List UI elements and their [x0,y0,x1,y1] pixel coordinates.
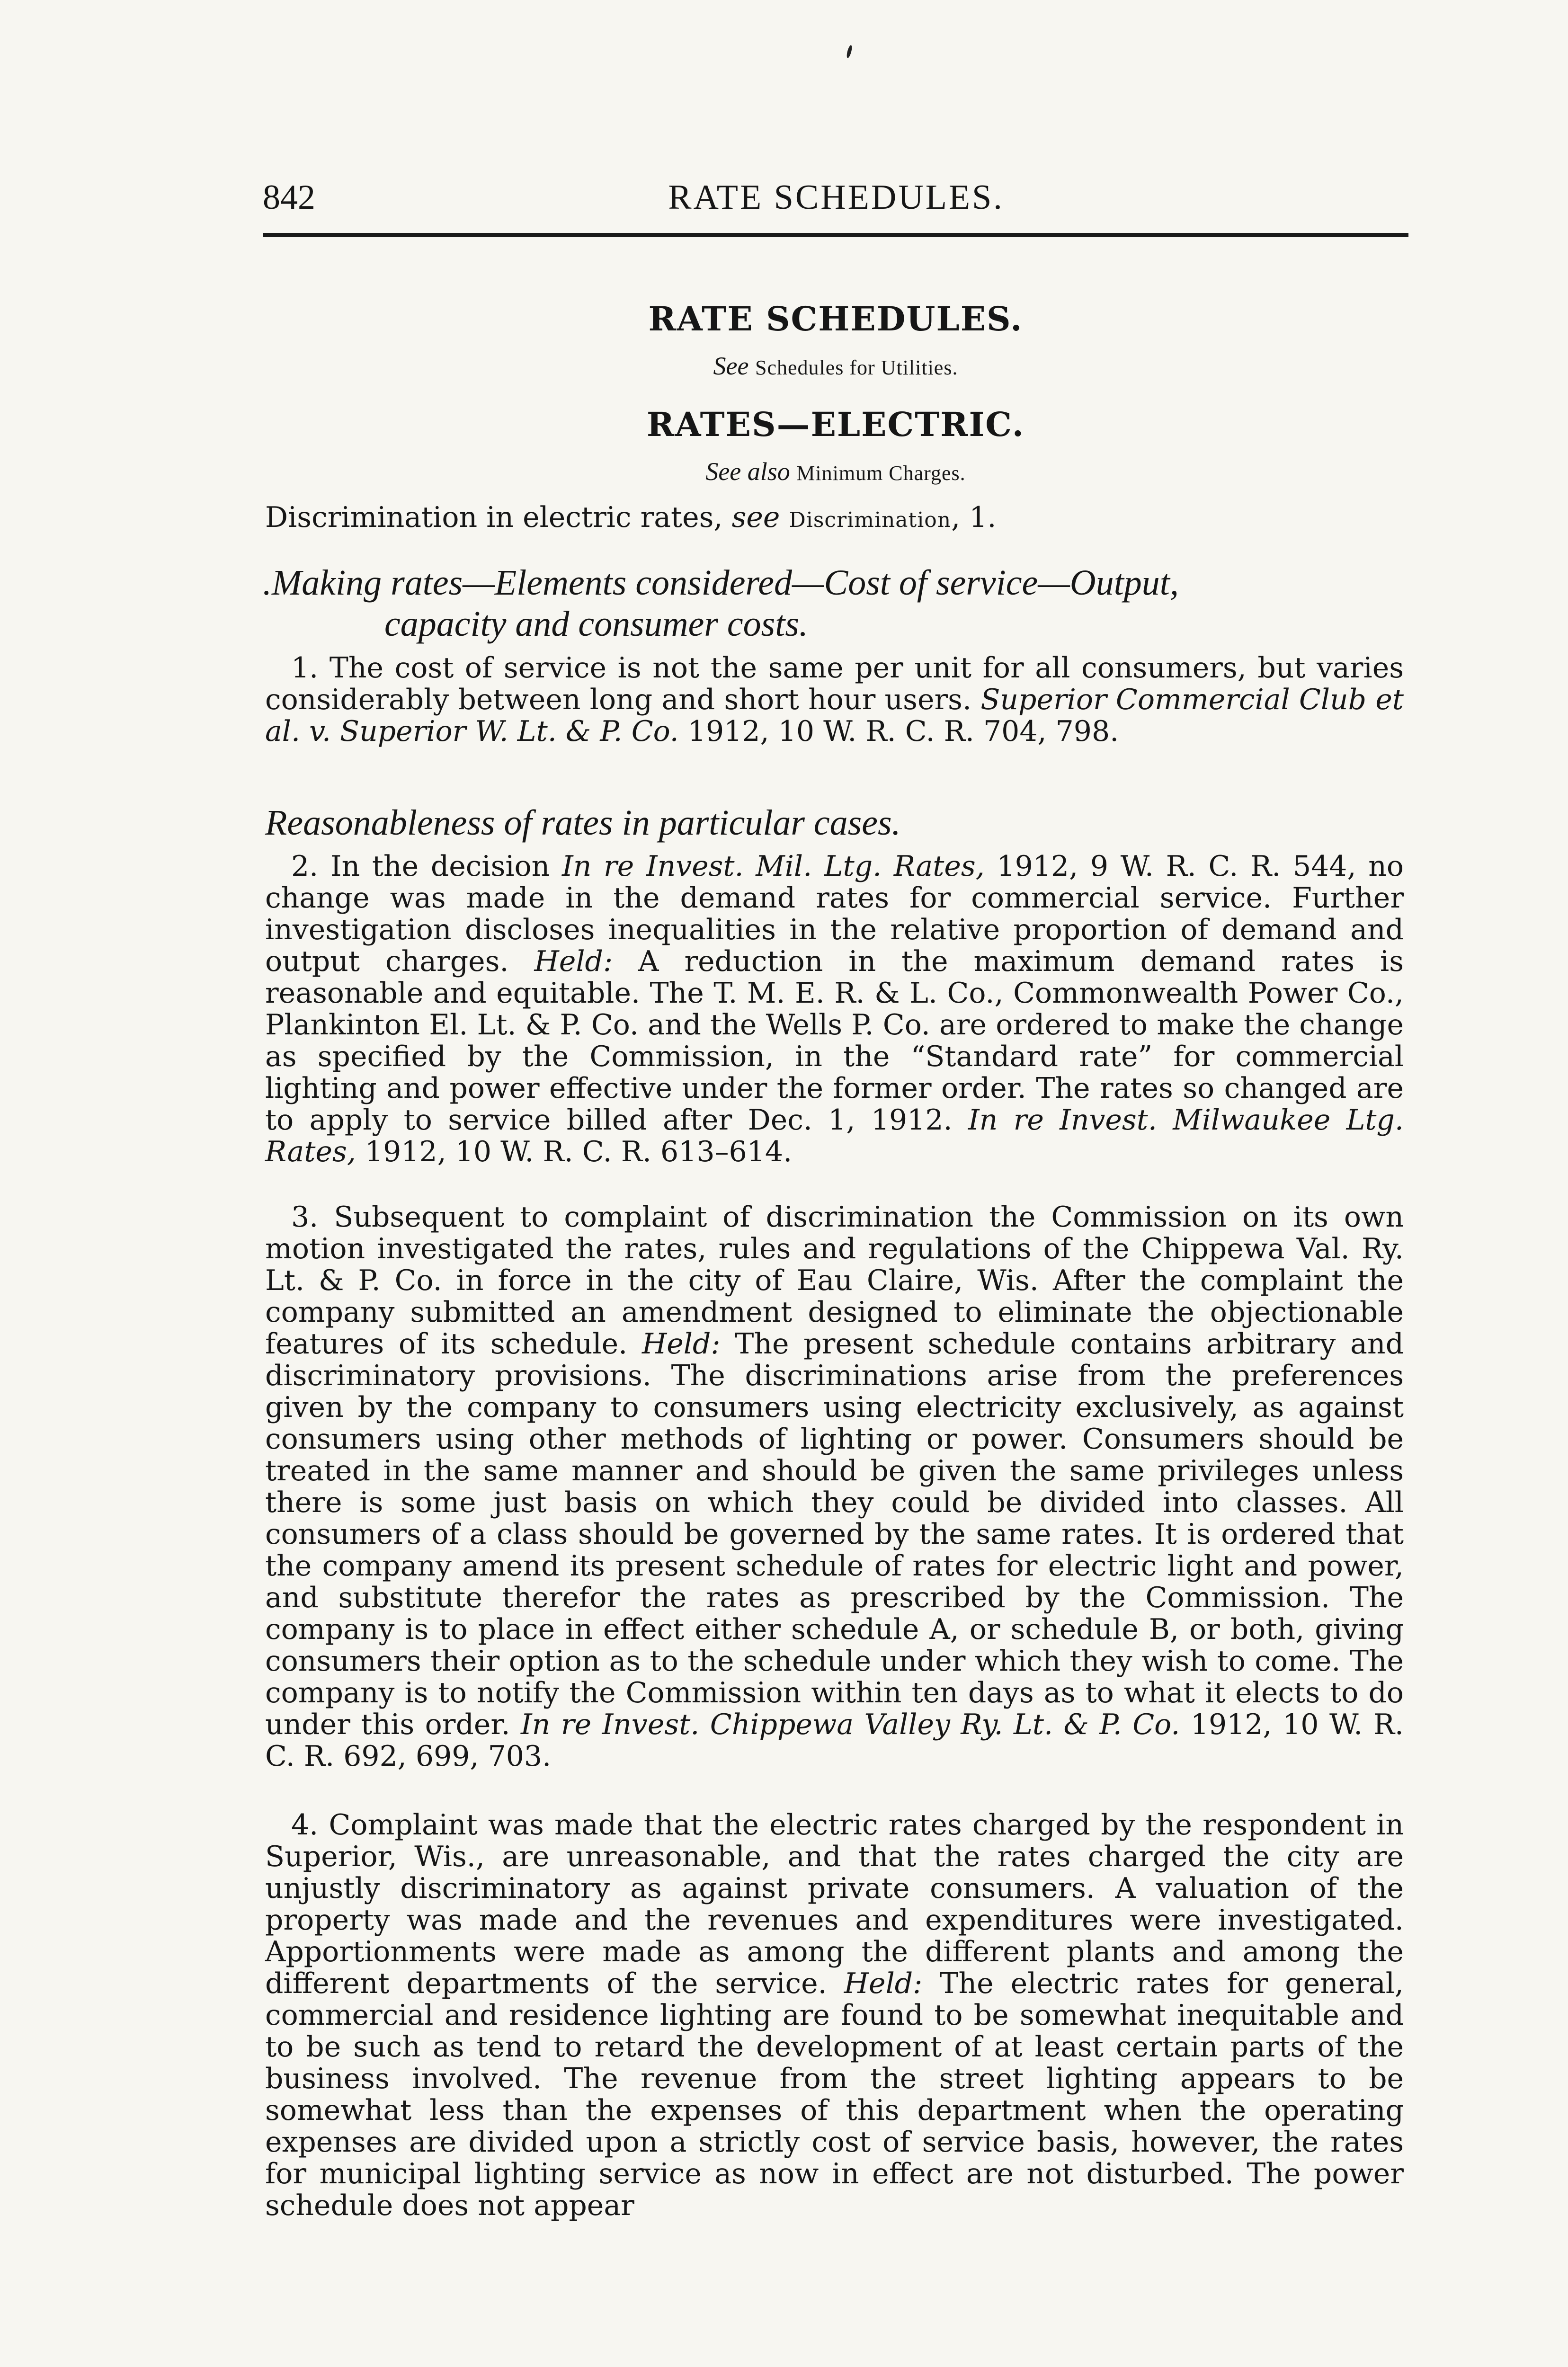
subhead-making-rates-line2: capacity and consumer costs. [384,604,808,644]
paragraph-1 [265,652,1404,747]
para3-held: Held: [641,1327,721,1361]
see-word: See [713,352,749,380]
para2-text-3: A reduction in the maximum demand rates is reasonable and equitable. The T. M. E. R. & L. Co., Commonwealth Power Co., Plankinton El. Lt. & P. Co. and the Wells P. Co. are ordered to make the change as specified by the Commission, in the “Standard rate” for commercial lighting and power effective under the former order. The rates so changed are to apply to service billed after Dec. 1, 1912. [265,945,1404,1137]
para2-text-2: 1912, 9 W. R. C. R. 544, no change was made in the demand rates for commercial service. Further investigation discloses inequalities in the relative proportion of demand and output charges. [265,850,1404,978]
see-reference: Schedules for Utilities. [755,356,958,379]
discrimination-cross-reference [265,501,997,534]
para3-text-1: 3. Subsequent to complaint of discrimination the Commission on its own motion investigated the rates, rules and regulations of the Chippewa Val. Ry. Lt. & P. Co. in force in the city of Eau Claire, Wis. After the complaint the company submitted an amendment designed to eliminate the objectionable features of its schedule. [265,1201,1404,1361]
discrimination-text: Discrimination in electric rates, [265,501,723,534]
para1-case: Superior Commercial Club et al. v. Superior W. Lt. & P. Co. [265,683,1404,748]
para2-held: Held: [534,945,613,978]
paragraph-4 [265,1809,1404,2222]
discrimination-see: see [731,501,780,534]
running-header [263,178,1409,230]
paragraph-3 [265,1201,1404,1772]
page-number: 842 [263,178,315,217]
para1-citation: 1912, 10 W. R. C. R. 704, 798. [687,715,1119,748]
subhead-making-rates-line1: .Making rates—Elements considered—Cost of service—Output, [263,563,1179,603]
see-also-word: See also [705,457,790,486]
para2-case-1: In re Invest. Mil. Ltg. Rates, [562,850,985,883]
cross-reference-minimum-charges [263,457,1408,486]
para4-text-1: 4. Complaint was made that the electric rates charged by the respondent in Superior, Wis., are unreasonable, and that the rates charged the city are unjustly discriminatory as against private consumers. A valuation of the property was made and the revenues and expenditures were investigated. Apportionments were made as among the different plants and among the different departments of the service. [265,1808,1404,2000]
discrimination-number: , 1. [951,501,997,534]
section-heading-rates-electric: RATES—ELECTRIC. [646,405,1025,444]
cross-reference-schedules [263,351,1408,381]
para3-text-2: The present schedule contains arbitrary and discriminatory provisions. The discriminations arise from the preferences given by the company to consumers using electricity exclusively, as against consumers using other methods of lighting or power. Consumers should be treated in the same manner and should be given the same privileges unless there is some just basis on which they could be divided into classes. All consumers of a class should be governed by the same rates. It is ordered that the company amend its present schedule of rates for electric light and power, and substitute therefor the rates as prescribed by the Commission. The company is to place in effect either schedule A, or schedule B, or both, giving consumers their option as to the schedule under which they wish to come. The company is to notify the Commission within ten days as to what it elects to do under this order. [265,1327,1404,1741]
para1-text: 1. The cost of service is not the same per unit for all consumers, but varies considerably between long and short hour users. [265,651,1404,716]
para3-case: In re Invest. Chippewa Valley Ry. Lt. & P. Co. [521,1708,1180,1741]
header-rule [263,233,1408,237]
para4-held: Held: [844,1967,923,2000]
para2-text-1: 2. In the decision [291,850,550,883]
para2-text-4: 1912, 10 W. R. C. R. 613–614. [365,1135,793,1168]
section-heading-rate-schedules: RATE SCHEDULES. [648,299,1023,338]
subhead-reasonableness: Reasonableness of rates in particular cases. [265,803,901,843]
paragraph-2 [265,851,1404,1168]
scan-speck [846,44,853,58]
para4-text-2: The electric rates for general, commercial and residence lighting are found to be somewhat inequitable and to be such as tend to retard the development of at least certain parts of the business involved. The revenue from the street lighting appears to be somewhat less than the expenses of this department when the operating expenses are divided upon a strictly cost of service basis, however, the rates for municipal lighting service as now in effect are not disturbed. The power schedule does not appear [265,1967,1404,2222]
para2-case-2: In re Invest. Milwaukee Ltg. Rates, [265,1103,1404,1168]
discrimination-ref: Discrimination [789,508,952,532]
see-also-reference: Minimum Charges. [796,462,966,485]
running-title: RATE SCHEDULES. [668,178,1004,217]
para3-text-3: 1912, 10 W. R. C. R. 692, 699, 703. [265,1708,1404,1773]
